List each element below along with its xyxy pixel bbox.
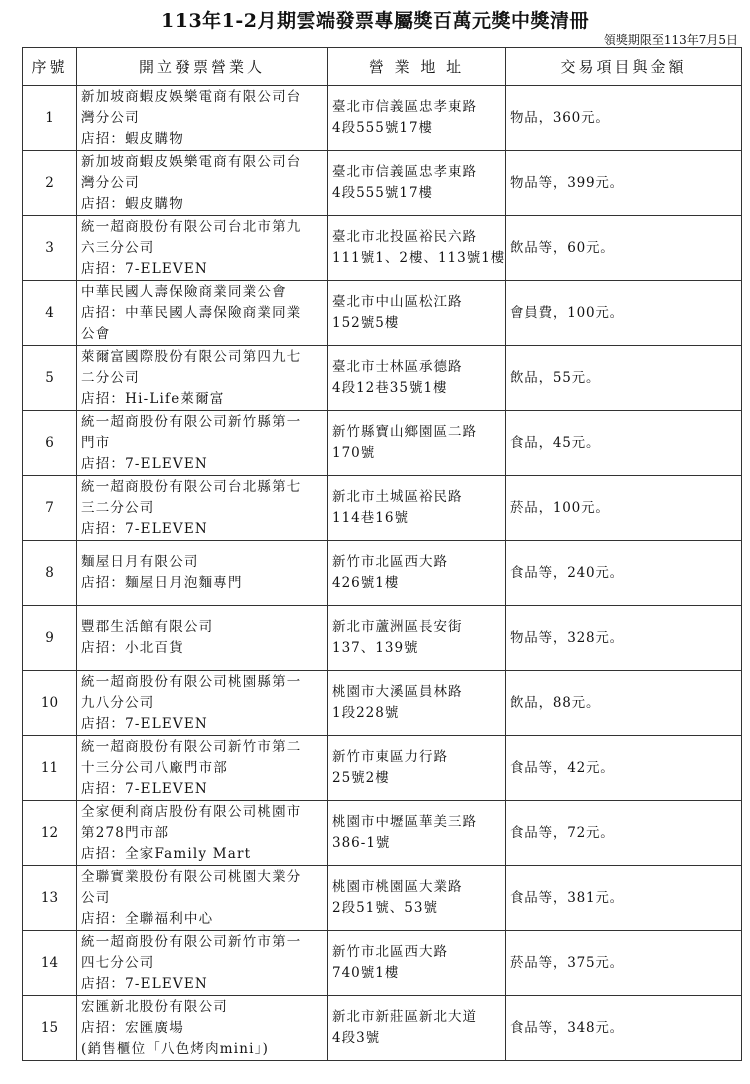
merchant-line: 新加坡商蝦皮娛樂電商有限公司台	[81, 88, 302, 105]
row-merchant	[77, 151, 328, 216]
merchant-line: 店招：全家Family Mart	[81, 845, 252, 862]
row-address	[328, 411, 506, 476]
row-merchant	[77, 931, 328, 996]
row-item-amount: 菸品，100元。	[506, 476, 742, 541]
merchant-line: 六三分公司	[81, 239, 155, 256]
row-seq: 4	[23, 281, 77, 346]
table-row	[23, 151, 742, 216]
row-address	[328, 606, 506, 671]
merchant-line: 店招：7-ELEVEN	[81, 455, 208, 472]
merchant-line: 十三分公司八廠門市部	[81, 759, 228, 776]
merchant-line: 店招：7-ELEVEN	[81, 780, 208, 797]
address-line: 426號1樓	[332, 575, 400, 591]
table-row	[23, 346, 742, 411]
merchant-line: 萊爾富國際股份有限公司第四九七	[81, 348, 302, 365]
row-seq: 5	[23, 346, 77, 411]
row-address	[328, 476, 506, 541]
merchant-line: 新加坡商蝦皮娛樂電商有限公司台	[81, 153, 302, 170]
row-address	[328, 931, 506, 996]
row-address	[328, 281, 506, 346]
address-line: 臺北市士林區承德路	[332, 359, 463, 375]
address-line: 桃園市桃園區大業路	[332, 879, 463, 895]
merchant-line: 店招：蝦皮購物	[81, 195, 184, 212]
merchant-line: 麵屋日月有限公司	[81, 554, 199, 570]
row-merchant	[77, 411, 328, 476]
table-row	[23, 931, 742, 996]
row-item-amount: 食品等，381元。	[506, 866, 742, 931]
header-seq: 序號	[23, 48, 77, 86]
row-item-amount: 菸品等，375元。	[506, 931, 742, 996]
merchant-line: (銷售櫃位「八色烤肉mini」)	[81, 1040, 270, 1057]
address-line: 新竹市北區西大路	[332, 554, 448, 570]
merchant-line: 灣分公司	[81, 174, 140, 191]
merchant-line: 店招：小北百貨	[81, 640, 184, 656]
row-merchant	[77, 346, 328, 411]
address-line: 新竹市東區力行路	[332, 749, 448, 765]
table-row	[23, 866, 742, 931]
merchant-line: 店招：7-ELEVEN	[81, 260, 208, 277]
address-line: 137、139號	[332, 640, 419, 656]
merchant-line: 九八分公司	[81, 694, 155, 711]
row-seq: 10	[23, 671, 77, 736]
row-item-amount: 物品，360元。	[506, 86, 742, 151]
address-line: 25號2樓	[332, 770, 390, 786]
merchant-line: 統一超商股份有限公司桃園縣第一	[81, 673, 302, 690]
address-line: 740號1樓	[332, 965, 400, 981]
header-address: 營 業 地 址	[328, 48, 506, 86]
address-line: 114巷16號	[332, 510, 409, 526]
row-address	[328, 866, 506, 931]
merchant-line: 四七分公司	[81, 954, 155, 971]
header-item: 交易項目與金額	[506, 48, 742, 86]
row-seq: 2	[23, 151, 77, 216]
merchant-line: 三二分公司	[81, 499, 155, 516]
address-line: 新北市蘆洲區長安街	[332, 619, 463, 635]
merchant-line: 中華民國人壽保險商業同業公會	[81, 283, 287, 300]
merchant-line: 灣分公司	[81, 109, 140, 126]
address-line: 152號5樓	[332, 315, 400, 331]
table-row	[23, 606, 742, 671]
address-line: 新竹市北區西大路	[332, 944, 448, 960]
merchant-line: 豐郡生活館有限公司	[81, 619, 214, 635]
merchant-line: 統一超商股份有限公司台北縣第七	[81, 478, 302, 495]
table-row	[23, 411, 742, 476]
document-title: 113年1-2月期雲端發票專屬獎百萬元獎中獎清冊	[161, 10, 589, 32]
row-item-amount: 食品等，72元。	[506, 801, 742, 866]
address-line: 386-1號	[332, 835, 391, 851]
address-line: 170號	[332, 445, 376, 461]
row-merchant	[77, 606, 328, 671]
address-line: 臺北市北投區裕民六路	[332, 229, 477, 245]
merchant-line: 店招：7-ELEVEN	[81, 520, 208, 537]
merchant-line: 全家便利商店股份有限公司桃園市	[81, 803, 302, 820]
row-item-amount: 飲品等，60元。	[506, 216, 742, 281]
header-merchant: 開立發票營業人	[77, 48, 328, 86]
merchant-line: 公司	[81, 889, 111, 906]
row-item-amount: 飲品，88元。	[506, 671, 742, 736]
merchant-line: 店招：麵屋日月泡麵專門	[81, 575, 243, 591]
row-address	[328, 541, 506, 606]
address-line: 4段555號17樓	[332, 185, 434, 201]
table-row	[23, 216, 742, 281]
row-item-amount: 飲品，55元。	[506, 346, 742, 411]
row-merchant	[77, 281, 328, 346]
row-merchant	[77, 866, 328, 931]
row-address	[328, 801, 506, 866]
address-line: 新竹縣寶山鄉園區二路	[332, 424, 477, 440]
row-address	[328, 86, 506, 151]
row-item-amount: 物品等，399元。	[506, 151, 742, 216]
address-line: 臺北市信義區忠孝東路	[332, 164, 477, 180]
row-address	[328, 671, 506, 736]
table-row	[23, 281, 742, 346]
row-seq: 12	[23, 801, 77, 866]
row-seq: 14	[23, 931, 77, 996]
address-line: 新北市新莊區新北大道	[332, 1009, 477, 1025]
row-item-amount: 食品等，240元。	[506, 541, 742, 606]
row-merchant	[77, 801, 328, 866]
address-line: 新北市土城區裕民路	[332, 489, 463, 505]
merchant-line: 宏匯新北股份有限公司	[81, 998, 228, 1015]
row-merchant	[77, 996, 328, 1061]
address-line: 臺北市信義區忠孝東路	[332, 99, 477, 115]
row-seq: 11	[23, 736, 77, 801]
merchant-line: 統一超商股份有限公司新竹市第二	[81, 738, 302, 755]
address-line: 桃園市大溪區員林路	[332, 684, 463, 700]
row-address	[328, 736, 506, 801]
merchant-line: 統一超商股份有限公司台北市第九	[81, 218, 302, 235]
address-line: 111號1、2樓、113號1樓	[332, 250, 506, 266]
row-address	[328, 151, 506, 216]
row-seq: 6	[23, 411, 77, 476]
claim-deadline: 領獎期限至113年7月5日	[603, 33, 738, 47]
row-merchant	[77, 86, 328, 151]
table-row	[23, 801, 742, 866]
table-body	[23, 86, 742, 1061]
merchant-line: 統一超商股份有限公司新竹縣第一	[81, 413, 302, 430]
row-seq: 8	[23, 541, 77, 606]
merchant-line: 店招：Hi-Life萊爾富	[81, 390, 225, 407]
table-row	[23, 736, 742, 801]
merchant-line: 店招：7-ELEVEN	[81, 715, 208, 732]
address-line: 1段228號	[332, 705, 400, 721]
row-item-amount: 食品，45元。	[506, 411, 742, 476]
row-item-amount: 會員費，100元。	[506, 281, 742, 346]
row-merchant	[77, 476, 328, 541]
address-line: 4段3號	[332, 1030, 381, 1046]
row-seq: 13	[23, 866, 77, 931]
merchant-line: 門市	[81, 434, 111, 451]
row-item-amount: 食品等，42元。	[506, 736, 742, 801]
row-seq: 1	[23, 86, 77, 151]
address-line: 2段51號、53號	[332, 900, 438, 916]
table-header-row	[23, 48, 742, 86]
row-merchant	[77, 216, 328, 281]
row-item-amount: 食品等，348元。	[506, 996, 742, 1061]
row-merchant	[77, 671, 328, 736]
table-row	[23, 996, 742, 1061]
merchant-line: 店招：宏匯廣場	[81, 1019, 184, 1036]
merchant-line: 二分公司	[81, 369, 140, 386]
merchant-line: 店招：中華民國人壽保險商業同業	[81, 304, 302, 321]
merchant-line: 全聯實業股份有限公司桃園大業分	[81, 868, 302, 885]
address-line: 4段12巷35號1樓	[332, 380, 448, 396]
row-address	[328, 996, 506, 1061]
row-seq: 9	[23, 606, 77, 671]
merchant-line: 店招：7-ELEVEN	[81, 975, 208, 992]
address-line: 臺北市中山區松江路	[332, 294, 463, 310]
winners-table	[22, 47, 742, 1061]
row-address	[328, 346, 506, 411]
row-seq: 7	[23, 476, 77, 541]
merchant-line: 第278門市部	[81, 824, 170, 841]
row-address	[328, 216, 506, 281]
merchant-line: 店招：蝦皮購物	[81, 130, 184, 147]
merchant-line: 公會	[81, 325, 111, 342]
address-line: 桃園市中壢區華美三路	[332, 814, 477, 830]
table-row	[23, 476, 742, 541]
table-row	[23, 86, 742, 151]
merchant-line: 統一超商股份有限公司新竹市第一	[81, 933, 302, 950]
row-seq: 3	[23, 216, 77, 281]
table-row	[23, 671, 742, 736]
row-merchant	[77, 541, 328, 606]
row-merchant	[77, 736, 328, 801]
row-item-amount: 物品等，328元。	[506, 606, 742, 671]
table-row	[23, 541, 742, 606]
merchant-line: 店招：全聯福利中心	[81, 910, 214, 927]
row-seq: 15	[23, 996, 77, 1061]
address-line: 4段555號17樓	[332, 120, 434, 136]
